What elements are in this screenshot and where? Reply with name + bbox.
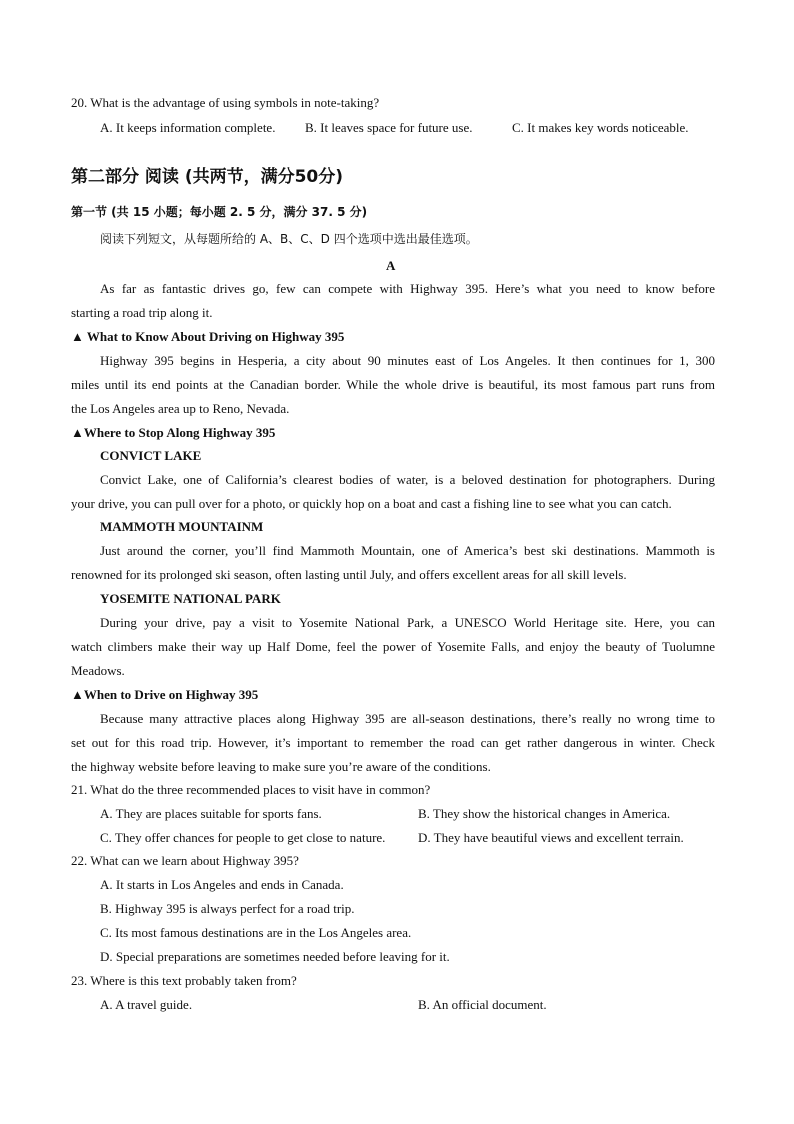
yosemite-paragraph-line: watch climbers make their way up Half Dome, feel the power of Yosemite Falls, and enjoy the beauty of Tuolumne (71, 639, 715, 654)
q23-option-b: B. An official document. (418, 997, 547, 1012)
q21-option-b: B. They show the historical changes in America. (418, 806, 671, 821)
q21-question: 21. What do the three recommended places to visit have in common? (71, 782, 431, 797)
q20-question: 20. What is the advantage of using symbols in note-taking? (71, 95, 380, 110)
mammoth-paragraph-line: Just around the corner, you’ll find Mammoth Mountain, one of America’s best ski destinations. Mammoth is (100, 543, 715, 558)
subheading-what-to-know: ▲ What to Know About Driving on Highway 395 (71, 329, 345, 344)
q22-option-b: B. Highway 395 is always perfect for a road trip. (100, 901, 355, 916)
q20-option-a: A. It keeps information complete. (100, 120, 276, 135)
q21-option-a: A. They are places suitable for sports fans. (100, 806, 322, 821)
convict-lake-title: CONVICT LAKE (100, 448, 202, 463)
yosemite-paragraph-line: Meadows. (71, 663, 125, 678)
q22-option-c: C. Its most famous destinations are in the Los Angeles area. (100, 925, 412, 940)
q22-option-a: A. It starts in Los Angeles and ends in Canada. (100, 877, 344, 892)
convict-paragraph-line: your drive, you can pull over for a photo, or quickly hop on a boat and cast a fishing line to see what you can catch. (71, 496, 672, 511)
q22-question: 22. What can we learn about Highway 395? (71, 853, 299, 868)
convict-paragraph-line: Convict Lake, one of California’s clearest bodies of water, is a beloved destination for photographers. During (100, 472, 715, 487)
know-paragraph-line: miles until its end points at the Canadian border. While the whole drive is beautiful, its most famous part runs from (71, 377, 715, 392)
know-paragraph-line: the Los Angeles area up to Reno, Nevada. (71, 401, 290, 416)
yosemite-paragraph-line: During your drive, pay a visit to Yosemite National Park, a UNESCO World Heritage site. Here, you can (100, 615, 715, 630)
q20-option-c: C. It makes key words noticeable. (512, 120, 689, 135)
q21-option-d: D. They have beautiful views and excellent terrain. (418, 830, 684, 845)
when-paragraph-line: the highway website before leaving to make sure you’re aware of the conditions. (71, 759, 491, 774)
when-paragraph-line: set out for this road trip. However, it’s important to remember the road can get rather dangerous in winter. Check (71, 735, 715, 750)
q22-option-d: D. Special preparations are sometimes needed before leaving for it. (100, 949, 450, 964)
know-paragraph-line: Highway 395 begins in Hesperia, a city about 90 minutes east of Los Angeles. It then continues for 1, 300 (100, 353, 715, 368)
part2-heading: 第二部分 阅读 (共两节，满分50分) (71, 167, 344, 187)
section1-heading: 第一节 (共 15 小题；每小题 2. 5 分，满分 37. 5 分) (71, 205, 368, 219)
when-paragraph-line: Because many attractive places along Highway 395 are all-season destinations, there’s really no wrong time to (100, 711, 715, 726)
q21-option-c: C. They offer chances for people to get close to nature. (100, 830, 386, 845)
q20-option-b: B. It leaves space for future use. (305, 120, 473, 135)
subheading-where-to-stop: ▲Where to Stop Along Highway 395 (71, 425, 276, 440)
q23-option-a: A. A travel guide. (100, 997, 193, 1012)
passage-label: A (386, 258, 396, 273)
reading-instruction: 阅读下列短文，从每题所给的 A、B、C、D 四个选项中选出最佳选项。 (100, 232, 478, 246)
q23-question: 23. Where is this text probably taken from? (71, 973, 297, 988)
passage-intro-line: As far as fantastic drives go, few can compete with Highway 395. Here’s what you need to know before (100, 281, 715, 296)
passage-intro-line: starting a road trip along it. (71, 305, 213, 320)
subheading-when-to-drive: ▲When to Drive on Highway 395 (71, 687, 259, 702)
mammoth-title: MAMMOTH MOUNTAINM (100, 519, 264, 534)
mammoth-paragraph-line: renowned for its prolonged ski season, often lasting until July, and offers excellent areas for all skill levels. (71, 567, 627, 582)
yosemite-title: YOSEMITE NATIONAL PARK (100, 591, 281, 606)
